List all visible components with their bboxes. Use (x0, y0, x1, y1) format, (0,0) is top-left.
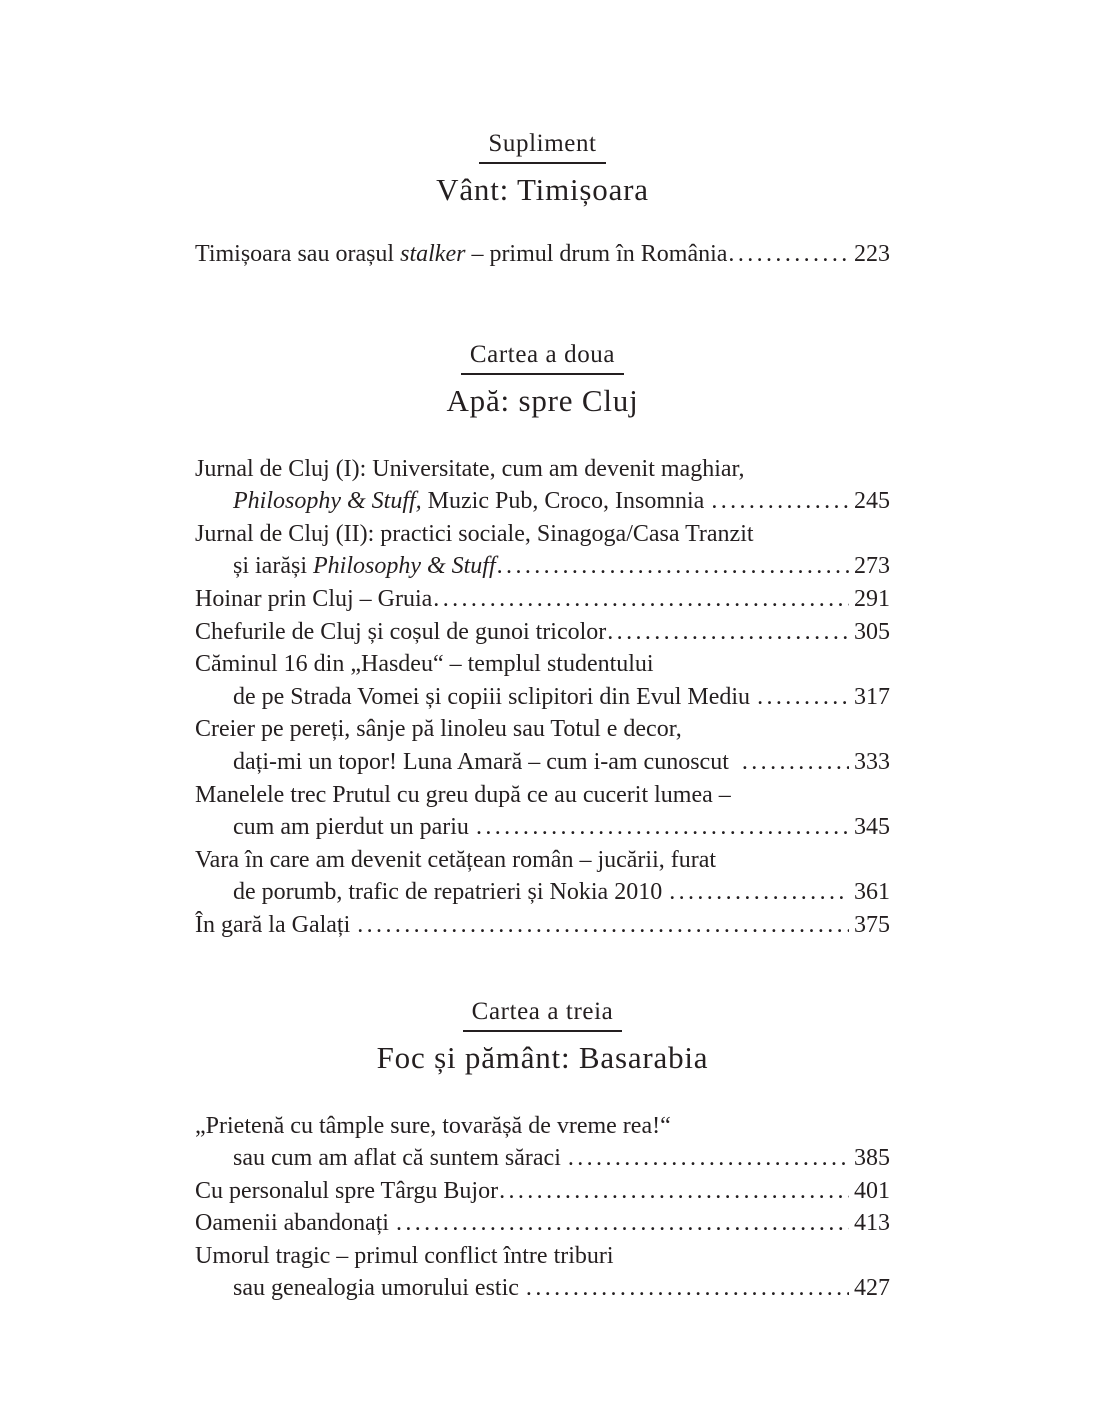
toc-entry-text (195, 648, 654, 681)
toc-entry-line (195, 1175, 890, 1208)
toc-entry-line (195, 811, 890, 844)
toc-entry-line (195, 518, 890, 551)
toc-entry-text-segment: Chefurile de Cluj și coșul de gunoi tricolor (195, 618, 607, 645)
toc-dot-leader (741, 746, 849, 779)
section-kicker: Cartea a doua (461, 341, 624, 375)
toc-entry-line (195, 1240, 890, 1273)
toc-entry-text-segment: cum am pierdut un pariu (233, 814, 475, 841)
toc-page-number: 361 (854, 879, 890, 906)
toc-entry-text (233, 485, 710, 518)
toc-page-number: 427 (854, 1275, 890, 1302)
toc-dot-leader (356, 909, 849, 942)
toc-entry-text (195, 844, 716, 877)
toc-dot-leader (395, 1207, 849, 1240)
toc-entry-text (195, 779, 731, 812)
toc-page-number: 317 (854, 683, 890, 710)
toc-dot-leader (475, 811, 849, 844)
toc-dot-leader (567, 1142, 849, 1175)
toc-dot-leader (668, 876, 849, 909)
toc-entry-text (195, 616, 606, 649)
toc-dot-leader (496, 550, 849, 583)
toc-entry-text-segment: sau genealogia umorului estic (233, 1275, 525, 1302)
toc-entry-line (195, 1207, 890, 1240)
toc-entry-text-segment: Căminul 16 din „Hasdeu“ – templul studentului (195, 651, 654, 678)
toc-entry-line (195, 1110, 890, 1143)
toc-page-number: 375 (854, 911, 890, 938)
toc-entry-text-italic: Philosophy & Stuff (312, 553, 496, 580)
section-kicker-row (195, 341, 890, 375)
toc-entry-line (195, 583, 890, 616)
toc-entry-text-segment: Hoinar prin Cluj – Gruia (195, 585, 433, 612)
toc-dot-leader (606, 616, 849, 649)
toc-page-number: 273 (854, 553, 890, 580)
toc-entry-text (233, 550, 496, 583)
toc-entry-text (195, 453, 745, 486)
toc-entry-line (195, 648, 890, 681)
toc-entry-text-segment: sau cum am aflat că suntem săraci (233, 1145, 567, 1172)
toc-entry-text-segment: „Prietenă cu tâmple sure, tovarășă de vreme rea!“ (195, 1112, 671, 1139)
toc-page-number: 385 (854, 1145, 890, 1172)
toc-section (195, 998, 890, 1306)
toc-entry-line (195, 681, 890, 714)
toc-entry-list (195, 238, 890, 271)
toc-entry-text-segment: – primul drum în România (465, 241, 728, 267)
toc-entry-text (233, 876, 668, 909)
toc-entry-text (195, 1240, 614, 1273)
toc-dot-leader (727, 238, 849, 271)
toc-page-number: 305 (854, 618, 890, 645)
toc-entry-text (233, 1142, 567, 1175)
toc-entry-text-segment: Timișoara sau orașul (195, 241, 401, 267)
section-title: Vânt: Timișoara (436, 172, 649, 207)
toc-entry-text-segment: dați-mi un topor! Luna Amară – cum i-am cunoscut (233, 748, 741, 775)
toc-dot-leader (498, 1175, 849, 1208)
toc-entry-line (195, 238, 890, 271)
toc-entry-text (233, 681, 756, 714)
toc-entry-text-segment: Jurnal de Cluj (I): Universitate, cum am devenit maghiar, (195, 455, 745, 482)
toc-entry-text (195, 1207, 395, 1240)
toc-dot-leader (710, 485, 849, 518)
toc-entry-text (195, 1175, 498, 1208)
section-kicker-row (195, 998, 890, 1032)
toc-entry-line (195, 909, 890, 942)
toc-entry-text-segment: Umorul tragic – primul conflict între triburi (195, 1242, 614, 1269)
toc-entry-text-segment: și iarăși (233, 553, 313, 580)
toc-entry-text-italic: stalker (400, 241, 466, 267)
toc-entry-text (233, 1272, 525, 1305)
toc-entry-line (195, 713, 890, 746)
toc-entry-line (195, 616, 890, 649)
toc-entry-line (195, 876, 890, 909)
toc-entry-line (195, 779, 890, 812)
toc-entry-text-segment: de pe Strada Vomei și copiii sclipitori din Evul Mediu (233, 683, 757, 710)
toc-entry-text-segment: Manelele trec Prutul cu greu după ce au cucerit lumea – (195, 781, 731, 808)
toc-entry-line (195, 485, 890, 518)
toc-content (195, 130, 890, 1305)
toc-entry-line (195, 550, 890, 583)
toc-entry-line (195, 844, 890, 877)
toc-dot-leader (525, 1272, 849, 1305)
toc-entry-text-segment: Jurnal de Cluj (II): practici sociale, Sinagoga/Casa Tranzit (195, 520, 754, 547)
toc-section (195, 341, 890, 942)
section-kicker-row (195, 130, 890, 164)
toc-page-number: 245 (854, 488, 890, 515)
toc-dot-leader (756, 681, 849, 714)
toc-entry-text-segment: Creier pe pereți, sânje pă linoleu sau Totul e decor, (195, 716, 682, 743)
toc-entry-text (195, 713, 682, 746)
toc-entry-text-segment: de porumb, trafic de repatrieri și Nokia 2010 (233, 879, 669, 906)
toc-entry-line (195, 1272, 890, 1305)
section-title: Apă: spre Cluj (446, 382, 639, 418)
toc-entry-text (195, 238, 727, 271)
toc-entry-text-segment: Muzic Pub, Croco, Insomnia (421, 488, 711, 515)
toc-entry-text-segment: În gară la Galați (195, 911, 357, 938)
toc-dot-leader (432, 583, 849, 616)
toc-page-number: 345 (854, 814, 890, 841)
toc-entry-text-italic: Philosophy & Stuff, (233, 488, 422, 515)
toc-page-number: 333 (854, 748, 890, 775)
toc-entry-text (195, 583, 432, 616)
toc-page-number: 413 (854, 1210, 890, 1237)
toc-entry-line (195, 453, 890, 486)
section-kicker: Cartea a treia (463, 998, 623, 1032)
toc-entry-text (195, 909, 356, 942)
toc-entry-text (233, 811, 475, 844)
toc-entry-text-segment: Oamenii abandonați (195, 1210, 395, 1237)
toc-page-number: 401 (854, 1177, 890, 1204)
toc-entry-list (195, 453, 890, 942)
toc-section (195, 130, 890, 271)
section-kicker: Supliment (479, 130, 605, 164)
section-title: Foc și pământ: Basarabia (376, 1039, 709, 1075)
toc-page-number: 223 (854, 241, 890, 267)
toc-page-number: 291 (854, 585, 890, 612)
toc-entry-text-segment: Cu personalul spre Târgu Bujor (195, 1177, 499, 1204)
toc-entry-line (195, 746, 890, 779)
toc-entry-text (233, 746, 741, 779)
toc-entry-line (195, 1142, 890, 1175)
toc-entry-list (195, 1110, 890, 1306)
toc-entry-text (195, 518, 754, 551)
toc-entry-text-segment: Vara în care am devenit cetățean român – jucării, furat (195, 846, 717, 873)
toc-entry-text (195, 1110, 671, 1143)
